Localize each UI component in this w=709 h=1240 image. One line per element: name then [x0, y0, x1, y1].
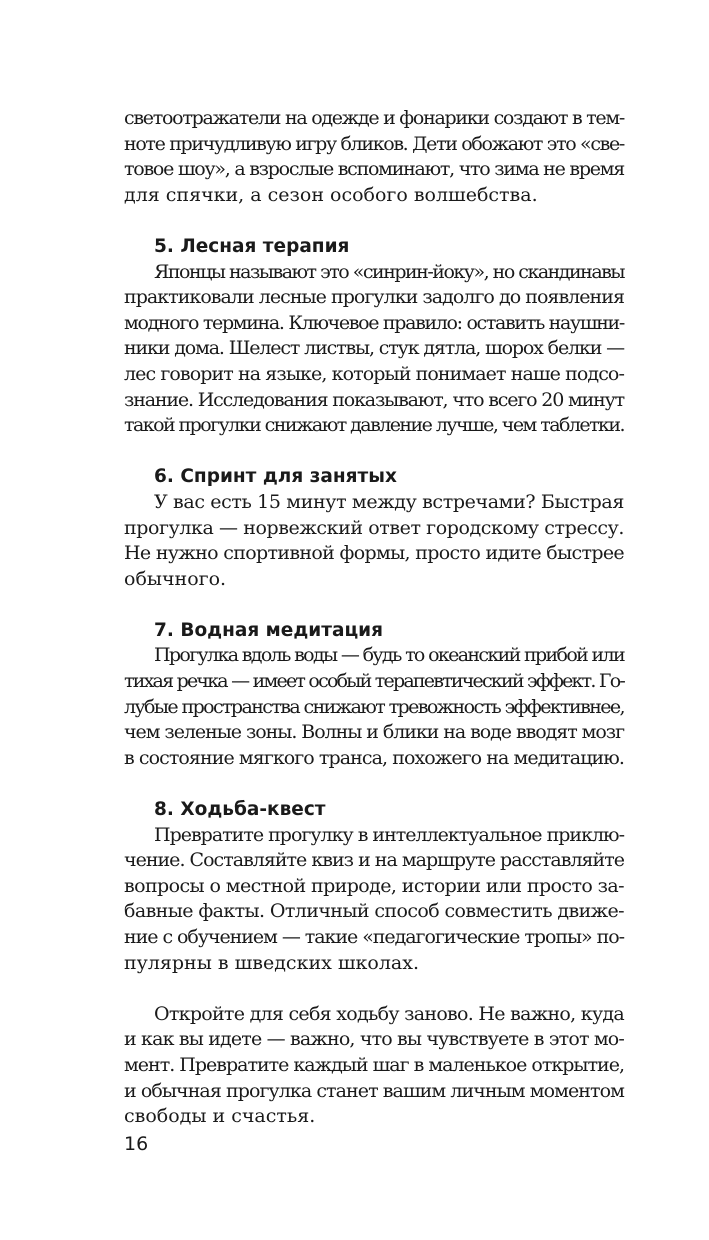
conclusion-paragraph — [124, 1002, 624, 1130]
text-line: чение. Составляйте квиз и на маршруте расставляйте — [124, 849, 624, 872]
text-line: лубые пространства снижают тревожность эффективнее, — [124, 695, 624, 718]
section-heading: 7. Водная медитация — [154, 619, 384, 641]
section-water-meditation — [124, 618, 624, 772]
text-line: свободы и счастья. — [124, 1105, 316, 1128]
text-line: чем зеленые зоны. Волны и блики на воде вводят мозг — [124, 721, 624, 744]
text-line: вопросы о местной природе, истории или просто за- — [124, 874, 624, 897]
text-line: У вас есть 15 минут между встречами? Быстрая — [154, 490, 624, 513]
text-line: модного термина. Ключевое правило: оставить наушни- — [124, 311, 624, 334]
text-line: и как вы идете — важно, что вы чувствуете в этот мо- — [124, 1028, 624, 1051]
section-gap — [124, 592, 624, 618]
section-walking-quest — [124, 797, 624, 976]
text-line: в состояние мягкого транса, похожего на медитацию. — [124, 746, 624, 769]
page-body — [124, 106, 624, 1130]
text-line: такой прогулки снижают давление лучше, чем таблетки. — [124, 414, 624, 437]
text-line: Прогулка вдоль воды — будь то океанский прибой или — [154, 644, 624, 667]
page-number: 16 — [124, 1133, 149, 1155]
text-line: для спячки, а сезон особого волшебства. — [124, 183, 538, 206]
text-line: товое шоу», а взрослые вспоминают, что зима не время — [124, 158, 624, 181]
section-gap — [124, 976, 624, 1002]
section-gap — [124, 208, 624, 234]
text-line: мент. Превратите каждый шаг в маленькое открытие, — [124, 1053, 624, 1076]
text-line: светоотражатели на одежде и фонарики создают в тем- — [124, 107, 625, 129]
text-line: практиковали лесные прогулки задолго до появления — [124, 286, 624, 309]
section-heading: 6. Спринт для занятых — [154, 466, 397, 488]
section-gap — [124, 771, 624, 797]
text-line: тихая речка — имеет особый терапевтический эффект. Го- — [124, 670, 624, 693]
text-line: Превратите прогулку в интеллектуальное приклю- — [154, 823, 624, 846]
text-line: обычного. — [124, 567, 227, 590]
section-forest-therapy — [124, 234, 624, 439]
section-sprint — [124, 464, 624, 592]
text-line: прогулка — норвежский ответ городскому стрессу. — [124, 516, 625, 539]
text-line: Не нужно спортивной формы, просто идите быстрее — [124, 542, 624, 565]
text-line: пулярны в шведских школах. — [124, 951, 419, 974]
text-line: и обычная прогулка станет вашим личным моментом — [124, 1079, 624, 1102]
intro-paragraph — [124, 106, 624, 208]
text-line: ние с обучением — такие «педагогические тропы» по- — [124, 926, 625, 948]
text-line: Японцы называют это «синрин-йоку», но скандинавы — [154, 260, 624, 283]
text-line: Откройте для себя ходьбу заново. Не важно, куда — [154, 1002, 624, 1025]
section-heading: 5. Лесная терапия — [154, 235, 350, 257]
section-heading: 8. Ходьба-квест — [154, 799, 326, 821]
text-line: бавные факты. Отличный способ совместить движе- — [124, 900, 625, 923]
text-line: лес говорит на языке, который понимает наше подсо- — [124, 362, 624, 385]
text-line: знание. Исследования показывают, что всего 20 минут — [124, 388, 624, 411]
text-line: ники дома. Шелест листвы, стук дятла, шорох белки — — [124, 337, 625, 360]
text-line: ноте причудливую игру бликов. Дети обожают это «све- — [124, 132, 624, 155]
section-gap — [124, 439, 624, 465]
